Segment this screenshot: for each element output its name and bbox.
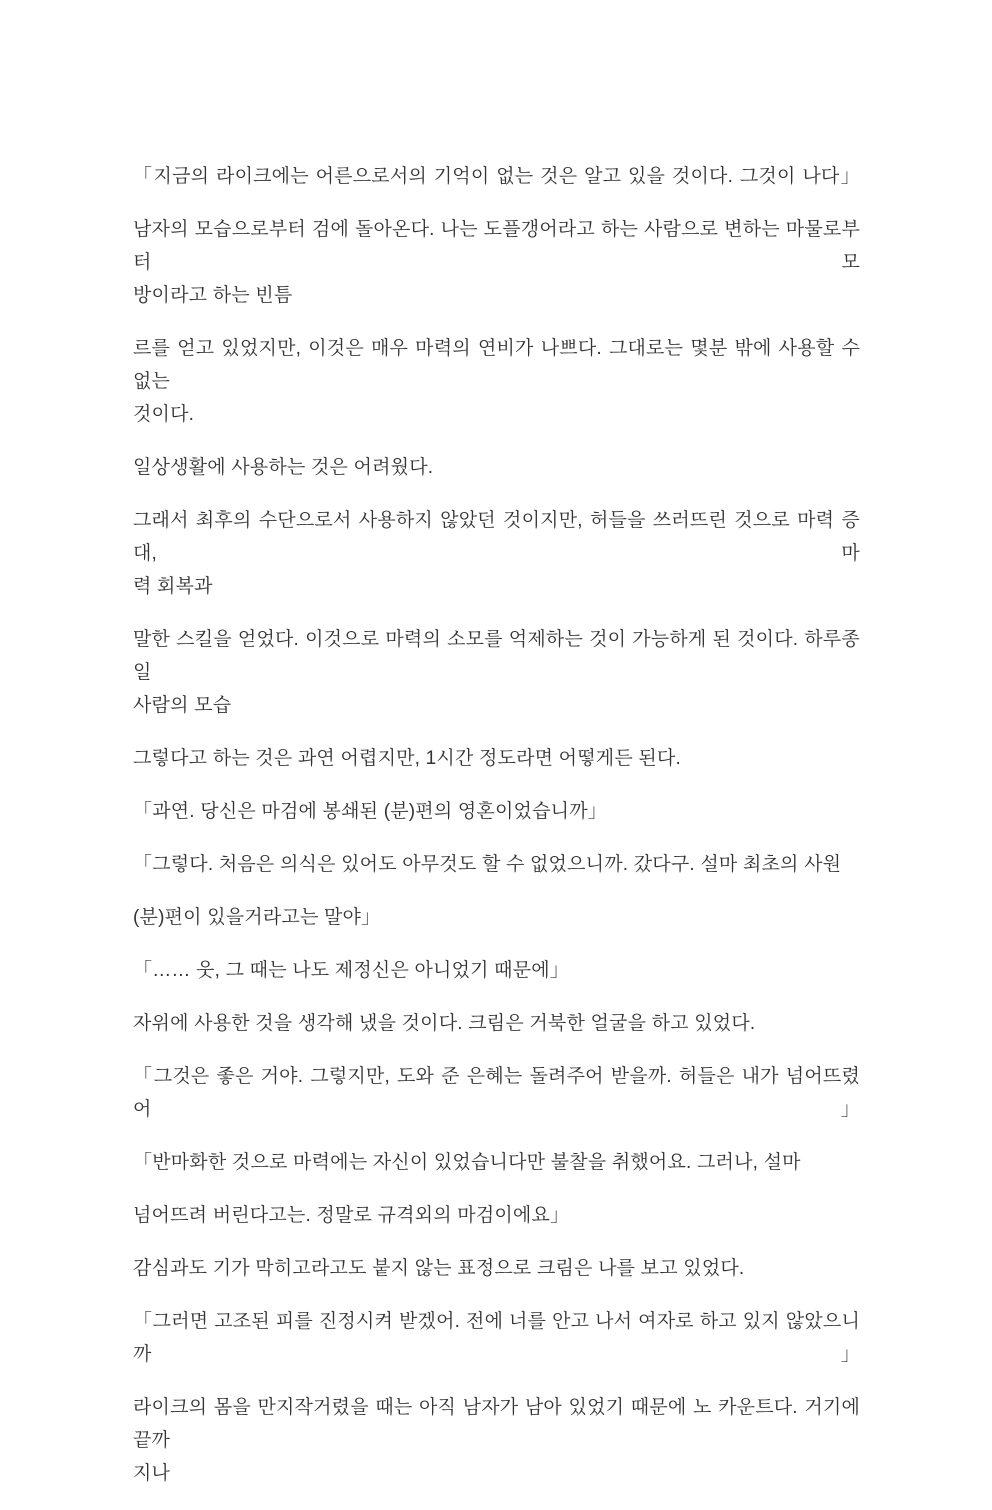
paragraph [133, 1007, 860, 1040]
text-line: 말한 스킬을 얻었다. 이것으로 마력의 소모를 억제하는 것이 가능하게 된 것이다. 하루종일 [133, 629, 860, 683]
paragraph [133, 213, 860, 312]
paragraph [133, 901, 860, 934]
paragraph [133, 451, 860, 484]
text-line: 남자의 모습으로부터 검에 돌아온다. 나는 도플갱어라고 하는 사람으로 변하는 마물로부터 모 [133, 219, 860, 273]
text-line: 그렇다고 하는 것은 과연 어렵지만, 1시간 정도라면 어떻게든 된다. [133, 748, 681, 769]
text-line: (분)편이 있을거라고는 말야」 [133, 907, 381, 928]
text-line: 「…… 웃, 그 때는 나도 제정신은 아니었기 때문에」 [133, 960, 570, 981]
text-line: 넘어뜨려 버린다고는. 정말로 규격외의 마검이에요」 [133, 1205, 570, 1226]
document-body [133, 0, 860, 1510]
text-line: 「그렇다. 처음은 의식은 있어도 아무것도 할 수 없었으니까. 갔다구. 설마 최초의 사원 [133, 854, 842, 875]
text-line: 방이라고 하는 빈틈 [133, 285, 293, 306]
paragraph [133, 504, 860, 603]
paragraph [133, 1305, 860, 1371]
text-line: 지나 [133, 1463, 171, 1484]
text-line: 「과연. 당신은 마검에 봉쇄된 (분)편의 영혼이었습니까」 [133, 801, 607, 822]
paragraph [133, 742, 860, 775]
text-line: 사람의 모습 [133, 695, 232, 716]
text-line: 「그것은 좋은 거야. 그렇지만, 도와 준 은혜는 돌려주어 받을까. 허들은 내가 넘어뜨렸어」 [133, 1066, 860, 1120]
paragraph [133, 160, 860, 193]
text-line: 것이다. [133, 404, 195, 425]
text-line: 「반마화한 것으로 마력에는 자신이 있었습니다만 불찰을 취했어요. 그러나, 설마 [133, 1152, 801, 1173]
paragraph [133, 954, 860, 987]
text-line: 「그러면 고조된 피를 진정시켜 받겠어. 전에 너를 안고 나서 여자로 하고 있지 않았으니까」 [133, 1311, 860, 1365]
text-line: 력 회복과 [133, 576, 213, 597]
paragraph [133, 848, 860, 881]
text-line: 르를 얻고 있었지만, 이것은 매우 마력의 연비가 나쁘다. 그대로는 몇분 밖에 사용할 수 없는 [133, 338, 860, 392]
paragraph [133, 795, 860, 828]
text-line: 「지금의 라이크에는 어른으로서의 기억이 없는 것은 알고 있을 것이다. 그것이 나다」 [133, 166, 860, 187]
text-line: 자위에 사용한 것을 생각해 냈을 것이다. 크림은 거북한 얼굴을 하고 있었다. [133, 1013, 756, 1034]
paragraph [133, 623, 860, 722]
paragraph [133, 1060, 860, 1126]
paragraph [133, 1199, 860, 1232]
text-line: 감심과도 기가 막히고라고도 붙지 않는 표정으로 크림은 나를 보고 있었다. [133, 1258, 745, 1279]
text-line: 그래서 최후의 수단으로서 사용하지 않았던 것이지만, 허들을 쓰러뜨린 것으로 마력 증대, 마 [133, 510, 860, 564]
paragraph [133, 332, 860, 431]
text-line: 라이크의 몸을 만지작거렸을 때는 아직 남자가 남아 있었기 때문에 노 카운트다. 거기에 끝까 [133, 1397, 860, 1451]
paragraph [133, 1252, 860, 1285]
paragraph [133, 1146, 860, 1179]
paragraph [133, 1391, 860, 1490]
text-line: 일상생활에 사용하는 것은 어려웠다. [133, 457, 434, 478]
